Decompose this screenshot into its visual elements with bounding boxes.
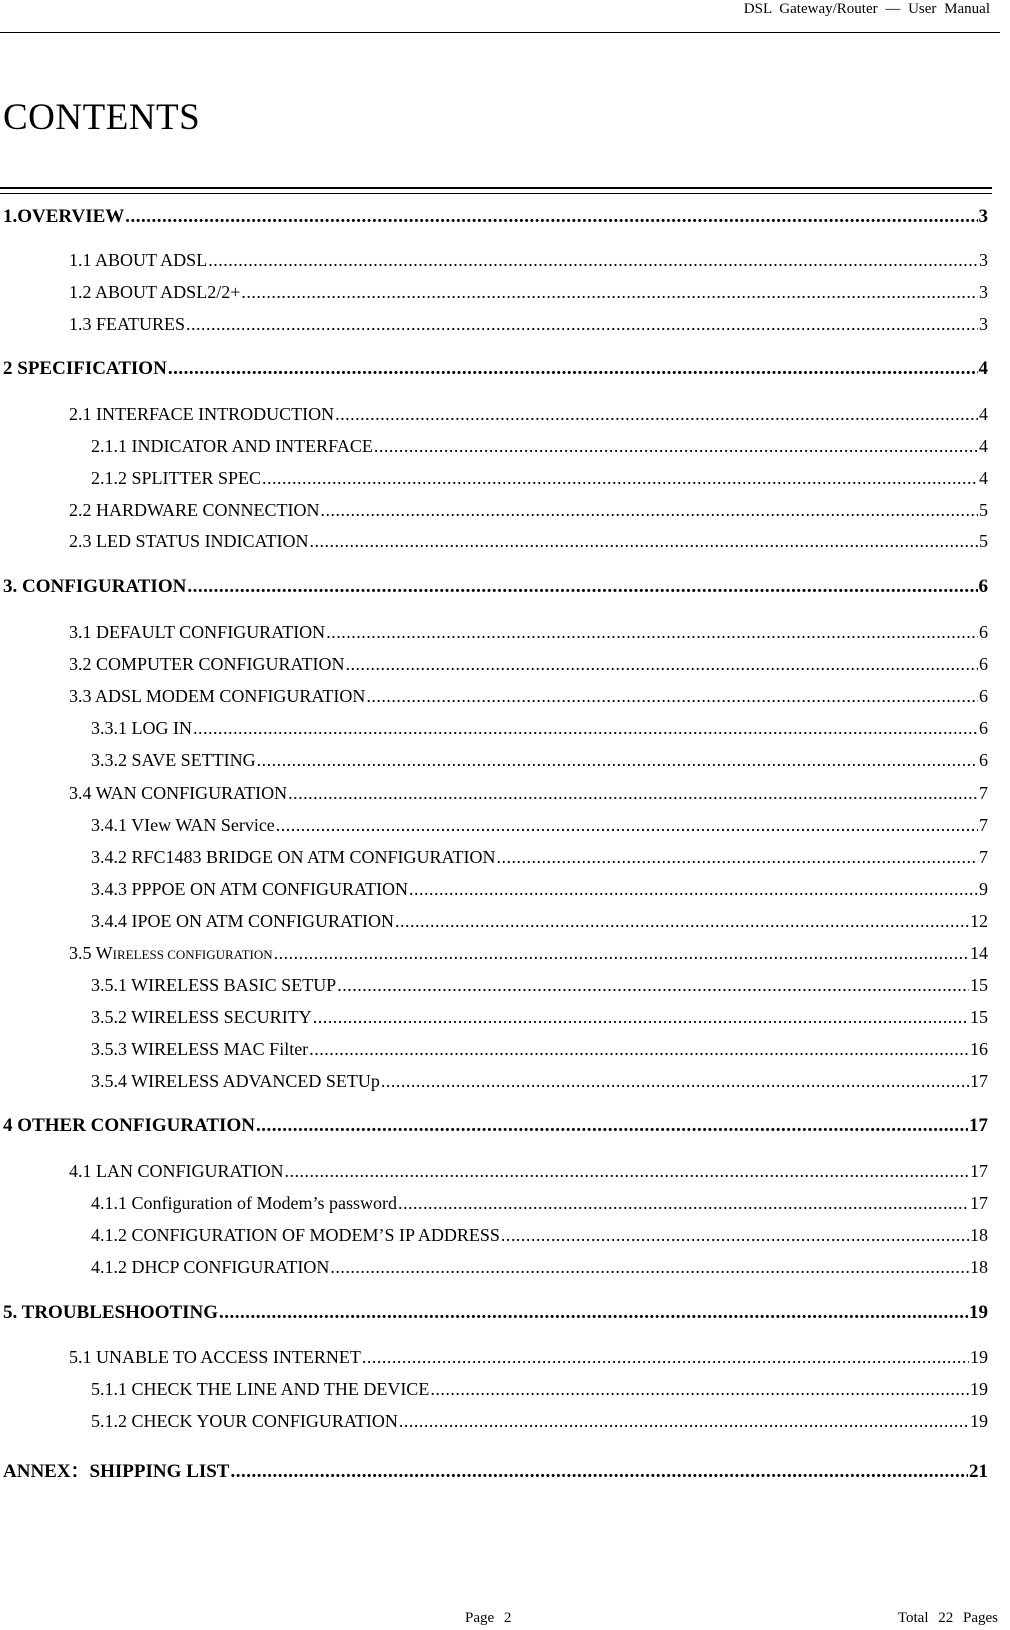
dot-leader	[346, 654, 978, 675]
toc-entry-label: 3.4 WAN CONFIGURATION	[69, 783, 288, 803]
toc-entry-page-number: 6	[978, 576, 988, 597]
toc-entry-page-number: 3	[979, 282, 988, 302]
toc-entry[interactable]	[3, 1115, 988, 1141]
toc-entry[interactable]	[3, 206, 988, 232]
dot-leader	[381, 1071, 969, 1092]
toc-entry-label: 3.3.1 LOG IN	[91, 718, 192, 738]
toc-entry[interactable]	[3, 1302, 988, 1328]
dot-leader	[335, 404, 978, 425]
toc-entry-page-number: 15	[970, 975, 988, 995]
toc-entry-page-number: 12	[970, 911, 988, 931]
dot-leader	[310, 531, 978, 552]
toc-entry-label: ANNEX：SHIPPING LIST	[3, 1461, 230, 1482]
toc-entry-label: 2.1.1 INDICATOR AND INTERFACE	[91, 436, 373, 456]
toc-entry[interactable]	[69, 943, 988, 969]
toc-entry-label: 5.1.1 CHECK THE LINE AND THE DEVICE	[91, 1379, 430, 1399]
toc-entry[interactable]	[91, 815, 988, 841]
toc-entry-label: 1.1 ABOUT ADSL	[69, 250, 208, 270]
toc-entry[interactable]	[69, 404, 988, 430]
toc-entry-label: 2.2 HARDWARE CONNECTION	[69, 500, 320, 520]
toc-entry-label: 2.3 LED STATUS INDICATION	[69, 531, 309, 551]
toc-entry-label: 3.2 COMPUTER CONFIGURATION	[69, 654, 345, 674]
dot-leader	[430, 1379, 969, 1400]
toc-entry-page-number: 7	[979, 783, 988, 803]
toc-entry-page-number: 19	[970, 1411, 988, 1431]
toc-entry-page-number: 3	[979, 250, 988, 270]
toc-entry[interactable]	[91, 879, 988, 905]
toc-entry[interactable]	[69, 622, 988, 648]
toc-entry-page-number: 4	[979, 468, 988, 488]
toc-entry-page-number: 6	[979, 622, 988, 642]
footer-page-number: Page 2	[465, 1610, 512, 1626]
toc-entry-page-number: 6	[979, 718, 988, 738]
toc-entry-label: 4.1.2 DHCP CONFIGURATION	[91, 1257, 330, 1277]
toc-entry-label: 3.1 DEFAULT CONFIGURATION	[69, 622, 326, 642]
toc-entry[interactable]	[69, 314, 988, 340]
dot-leader	[186, 314, 978, 335]
dot-leader	[501, 1225, 969, 1246]
dot-leader	[321, 500, 979, 521]
toc-entry[interactable]	[3, 576, 988, 602]
toc-entry[interactable]	[91, 750, 988, 776]
toc-entry-page-number: 3	[978, 206, 988, 227]
dot-leader	[125, 206, 977, 228]
dot-leader	[337, 975, 969, 996]
dot-leader	[395, 911, 969, 932]
toc-entry-label: 3.3.2 SAVE SETTING	[91, 750, 256, 770]
toc-entry-page-number: 4	[979, 404, 988, 424]
toc-entry-label: 4 OTHER CONFIGURATION	[3, 1115, 255, 1136]
toc-entry[interactable]	[69, 686, 988, 712]
toc-entry-label: 3.5.2 WIRELESS SECURITY	[91, 1007, 312, 1027]
toc-entry-page-number: 6	[979, 654, 988, 674]
footer-total-pages: Total 22 Pages	[897, 1610, 998, 1626]
toc-entry-label: 2.1.2 SPLITTER SPEC	[91, 468, 262, 488]
toc-entry-page-number: 19	[970, 1347, 988, 1367]
dot-leader	[330, 1257, 969, 1278]
toc-entry-label: 5. TROUBLESHOOTING	[3, 1302, 219, 1323]
toc-entry-page-number: 5	[979, 500, 988, 520]
toc-entry-label: 2 SPECIFICATION	[3, 358, 167, 379]
toc-entry-page-number: 9	[979, 879, 988, 899]
toc-entry-page-number: 7	[979, 847, 988, 867]
toc-entry-page-number: 17	[970, 1071, 988, 1091]
toc-entry-page-number: 17	[970, 1161, 988, 1181]
toc-entry-page-number: 17	[970, 1193, 988, 1213]
toc-entry-page-number: 18	[970, 1225, 988, 1245]
toc-entry-label: 4.1.1 Configuration of Modem’s password	[91, 1193, 397, 1213]
toc-entry-label: 3. CONFIGURATION	[3, 576, 187, 597]
dot-leader	[256, 1115, 968, 1137]
toc-entry[interactable]	[91, 1379, 988, 1405]
dot-leader	[309, 1039, 969, 1060]
dot-leader	[262, 468, 978, 489]
toc-entry[interactable]	[91, 468, 988, 494]
toc-entry-page-number: 4	[979, 436, 988, 456]
toc-entry-label: 5.1 UNABLE TO ACCESS INTERNET	[69, 1347, 361, 1367]
toc-entry[interactable]	[69, 500, 988, 526]
toc-entry-label-smallcaps: IRELESS CONFIGURATION	[112, 947, 273, 962]
dot-leader	[219, 1302, 968, 1324]
toc-entry-label: 4.1 LAN CONFIGURATION	[69, 1161, 284, 1181]
toc-entry[interactable]	[91, 436, 988, 462]
toc-entry[interactable]	[69, 282, 988, 308]
toc-entry-page-number: 7	[979, 815, 988, 835]
toc-entry-label: 3.4.2 RFC1483 BRIDGE ON ATM CONFIGURATION	[91, 847, 496, 867]
toc-entry[interactable]	[91, 718, 988, 744]
toc-entry-page-number: 19	[970, 1379, 988, 1399]
toc-entry[interactable]	[91, 1411, 988, 1437]
dot-leader	[285, 1161, 970, 1182]
toc-entry-label	[69, 943, 273, 964]
dot-leader	[230, 1461, 968, 1483]
toc-entry-label: 3.3 ADSL MODEM CONFIGURATION	[69, 686, 366, 706]
toc-entry-page-number: 14	[970, 943, 988, 963]
dot-leader	[326, 622, 978, 643]
toc-entry[interactable]	[91, 1257, 988, 1283]
title-divider	[0, 187, 992, 194]
toc-entry[interactable]	[69, 654, 988, 680]
dot-leader	[374, 436, 978, 457]
toc-entry-page-number: 4	[978, 358, 988, 379]
running-header	[0, 0, 1000, 33]
toc-entry[interactable]	[91, 1071, 988, 1097]
toc-entry[interactable]	[91, 975, 988, 1001]
toc-entry[interactable]	[91, 1039, 988, 1065]
dot-leader	[187, 576, 977, 598]
toc-entry[interactable]	[3, 1456, 988, 1482]
dot-leader	[497, 847, 978, 868]
toc-entry-label: 3.4.4 IPOE ON ATM CONFIGURATION	[91, 911, 395, 931]
toc-entry-page-number: 18	[970, 1257, 988, 1277]
toc-entry-label: 1.OVERVIEW	[3, 206, 125, 227]
toc-entry-page-number: 6	[979, 686, 988, 706]
toc-entry-label: 3.5.1 WIRELESS BASIC SETUP	[91, 975, 337, 995]
dot-leader	[398, 1193, 969, 1214]
dot-leader	[313, 1007, 969, 1028]
dot-leader	[399, 1411, 969, 1432]
toc-entry-label: 3.5.3 WIRELESS MAC Filter	[91, 1039, 309, 1059]
toc-entry-label: 3.5.4 WIRELESS ADVANCED SETUp	[91, 1071, 380, 1091]
toc-entry[interactable]	[91, 1225, 988, 1251]
dot-leader	[409, 879, 978, 900]
dot-leader	[208, 250, 978, 271]
dot-leader	[366, 686, 978, 707]
toc-entry-page-number: 16	[970, 1039, 988, 1059]
dot-leader	[362, 1347, 969, 1368]
toc-entry[interactable]	[69, 531, 988, 557]
toc-entry-label: 5.1.2 CHECK YOUR CONFIGURATION	[91, 1411, 398, 1431]
toc-entry[interactable]	[91, 1007, 988, 1033]
toc-entry-label: 1.2 ABOUT ADSL2/2+	[69, 282, 241, 302]
dot-leader	[274, 943, 969, 964]
dot-leader	[241, 282, 978, 303]
dot-leader	[288, 783, 978, 804]
toc-entry[interactable]	[3, 358, 988, 384]
toc-entry-label: 1.3 FEATURES	[69, 314, 186, 334]
toc-entry-page-number: 6	[979, 750, 988, 770]
page-title: CONTENTS	[3, 97, 201, 138]
toc-entry[interactable]	[69, 783, 988, 809]
dot-leader	[168, 358, 978, 380]
toc-entry-page-number: 5	[979, 531, 988, 551]
toc-entry[interactable]	[91, 847, 988, 873]
dot-leader	[257, 750, 978, 771]
toc-entry-label: 2.1 INTERFACE INTRODUCTION	[69, 404, 335, 424]
toc-entry-label: 3.4.3 PPPOE ON ATM CONFIGURATION	[91, 879, 409, 899]
toc-entry-label: 3.4.1 VIew WAN Service	[91, 815, 275, 835]
dot-leader	[193, 718, 978, 739]
toc-entry-page-number: 19	[969, 1302, 988, 1323]
toc-entry-page-number: 15	[970, 1007, 988, 1027]
toc-entry[interactable]	[69, 250, 988, 276]
toc-entry-page-number: 21	[969, 1461, 988, 1482]
toc-entry[interactable]	[91, 911, 988, 937]
toc-entry-label-prefix: 3.5 W	[69, 943, 113, 963]
toc-entry-page-number: 3	[979, 314, 988, 334]
header-text: DSL Gateway/Router — User Manual	[743, 1, 990, 17]
toc-entry[interactable]	[69, 1161, 988, 1187]
dot-leader	[276, 815, 978, 836]
toc-entry-page-number: 17	[969, 1115, 988, 1136]
toc-entry[interactable]	[91, 1193, 988, 1219]
toc-entry[interactable]	[69, 1347, 988, 1373]
toc-entry-label: 4.1.2 CONFIGURATION OF MODEM’S IP ADDRESS	[91, 1225, 500, 1245]
